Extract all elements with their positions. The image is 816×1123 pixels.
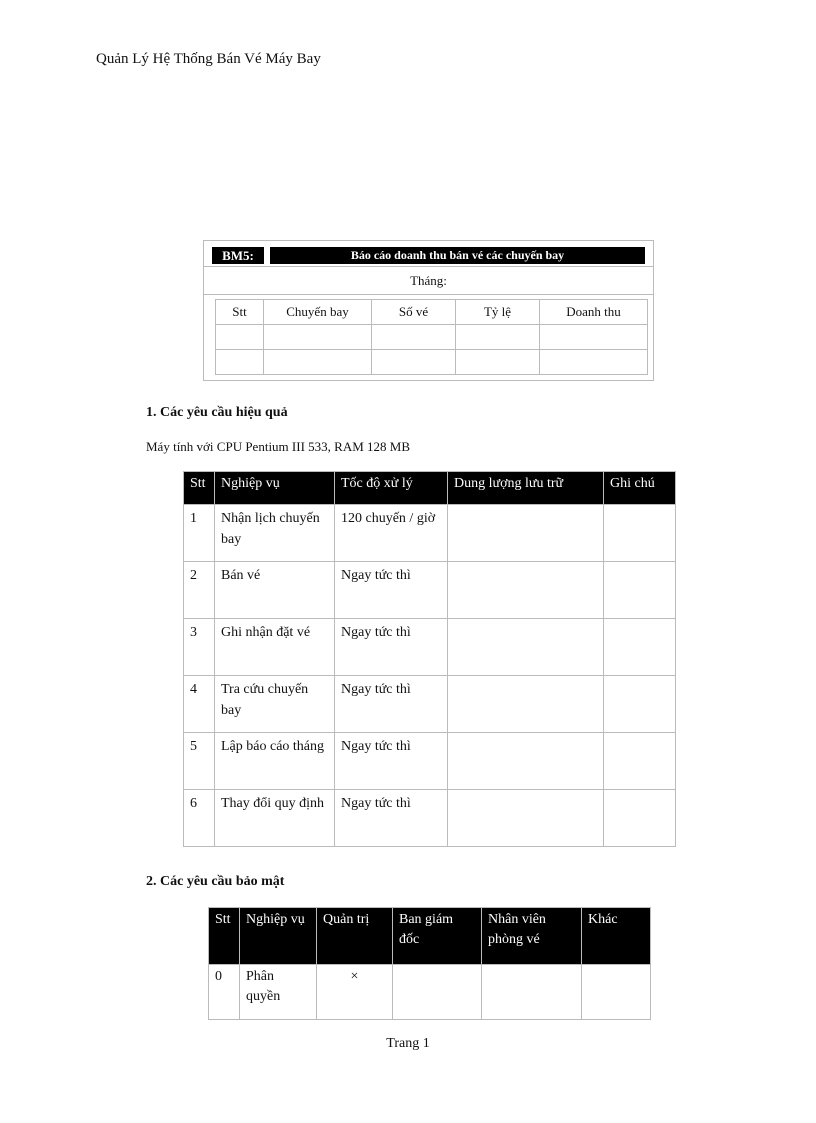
col-task: Nghiệp vụ — [215, 472, 335, 505]
row-task: Thay đổi quy định — [215, 790, 335, 847]
section-heading-performance: 1. Các yêu cầu hiệu quả — [146, 405, 288, 420]
security-table — [208, 907, 651, 1020]
row-speed: Ngay tức thì — [335, 733, 448, 790]
table-row — [209, 965, 651, 1020]
bm5-col-tickets: Số vé — [372, 300, 456, 325]
section-heading-security: 2. Các yêu cầu bảo mật — [146, 874, 285, 889]
col-ticket-staff: Nhân viên phòng vé — [482, 908, 582, 965]
row-stt: 6 — [184, 790, 215, 847]
divider — [204, 294, 653, 295]
row-task: Tra cứu chuyến bay — [215, 676, 335, 733]
row-speed: Ngay tức thì — [335, 676, 448, 733]
row-task: Lập báo cáo tháng — [215, 733, 335, 790]
bm5-table — [215, 299, 648, 375]
table-row — [216, 350, 648, 375]
bm5-code: BM5: — [212, 247, 264, 264]
table-row — [184, 505, 676, 562]
bm5-col-flight: Chuyến bay — [264, 300, 372, 325]
divider — [204, 266, 653, 267]
table-row — [184, 733, 676, 790]
col-speed: Tốc độ xử lý — [335, 472, 448, 505]
col-board: Ban giám đốc — [393, 908, 482, 965]
row-task: Ghi nhận đặt vé — [215, 619, 335, 676]
col-note: Ghi chú — [604, 472, 676, 505]
bm5-col-ratio: Tỷ lệ — [456, 300, 540, 325]
row-stt: 4 — [184, 676, 215, 733]
bm5-form — [203, 240, 654, 381]
performance-table — [183, 471, 676, 847]
col-other: Khác — [582, 908, 651, 965]
table-row — [216, 325, 648, 350]
row-stt: 3 — [184, 619, 215, 676]
col-admin: Quản trị — [317, 908, 393, 965]
table-row — [184, 562, 676, 619]
bm5-col-revenue: Doanh thu — [540, 300, 648, 325]
col-stt: Stt — [184, 472, 215, 505]
row-speed: Ngay tức thì — [335, 562, 448, 619]
col-task: Nghiệp vụ — [240, 908, 317, 965]
table-row — [184, 676, 676, 733]
row-stt: 5 — [184, 733, 215, 790]
row-stt: 2 — [184, 562, 215, 619]
col-storage: Dung lượng lưu trữ — [448, 472, 604, 505]
table-row — [184, 619, 676, 676]
row-task: Phân quyền — [240, 965, 317, 1020]
row-speed: Ngay tức thì — [335, 619, 448, 676]
bm5-month-label: Tháng: — [410, 273, 447, 288]
page-number: Trang 1 — [386, 1036, 430, 1051]
check-mark: × — [317, 965, 393, 1020]
row-speed: 120 chuyến / giờ — [335, 505, 448, 562]
hardware-note: Máy tính với CPU Pentium III 533, RAM 128 MB — [146, 439, 410, 454]
row-task: Nhận lịch chuyến bay — [215, 505, 335, 562]
col-stt: Stt — [209, 908, 240, 965]
row-speed: Ngay tức thì — [335, 790, 448, 847]
row-stt: 1 — [184, 505, 215, 562]
table-row — [184, 790, 676, 847]
row-task: Bán vé — [215, 562, 335, 619]
row-stt: 0 — [209, 965, 240, 1020]
bm5-col-stt: Stt — [216, 300, 264, 325]
page-header: Quản Lý Hệ Thống Bán Vé Máy Bay — [96, 51, 321, 67]
bm5-title: Báo cáo doanh thu bán vé các chuyến bay — [270, 247, 645, 264]
